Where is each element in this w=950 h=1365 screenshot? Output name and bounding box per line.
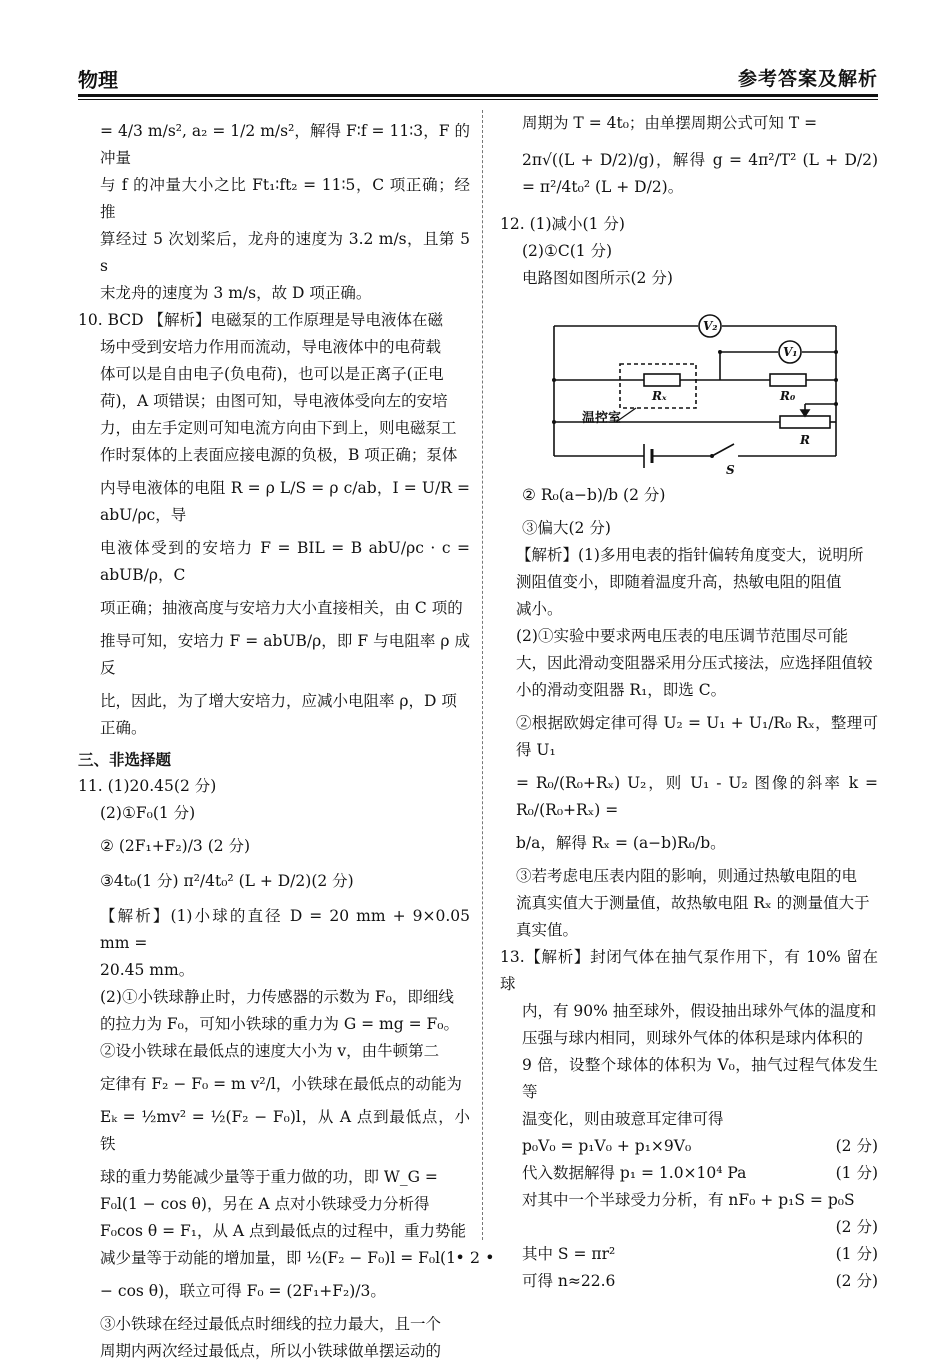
- label-temp-room: 温控室: [582, 411, 622, 426]
- formula-line: ②根据欧姆定律可得 U₂ = U₁ + U₁/R₀ Rₓ，整理可得 U₁: [516, 714, 878, 759]
- q10-answer: 10. BCD 【解析】电磁泵的工作原理是导电液体在磁: [78, 311, 443, 329]
- equation: 其中 S = πr²: [522, 1245, 616, 1263]
- equation-row: [500, 1133, 878, 1160]
- slider-arrow: [801, 410, 809, 416]
- text-line: 20.45 mm。: [100, 961, 195, 979]
- q13-answer: 13.【解析】封闭气体在抽气泵作用下，有 10% 留在球: [500, 948, 878, 993]
- junction-dot: [718, 350, 722, 354]
- text-line: 场中受到安培力作用而流动，导电液体中的电荷载: [100, 338, 442, 356]
- text-line: 测阻值变小，即随着温度升高，热敏电阻的阻值: [516, 573, 842, 591]
- left-column: [78, 118, 470, 1365]
- switch-lever: [712, 444, 734, 456]
- formula-line: 推导可知，安培力 F = abUB/ρ，即 F 与电阻率 ρ 成反: [100, 632, 470, 677]
- formula-line: 定律有 F₂ − F₀ = m v²/l，小铁球在最低点的动能为: [100, 1075, 462, 1093]
- formula-line: Eₖ = ½mv² = ½(F₂ − F₀)l，从 A 点到最低点，小铁: [100, 1108, 470, 1153]
- text-line: 算经过 5 次划桨后，龙舟的速度为 3.2 m/s，且第 5 s: [100, 230, 470, 275]
- junction-dot: [552, 378, 556, 382]
- text-line: F₀l(1 − cos θ)，另在 A 点对小铁球受力分析得: [100, 1195, 430, 1213]
- formula-line: 内导电液体的电阻 R = ρ L/S = ρ c/ab，I = U/R = abU/ρc，导: [100, 479, 470, 524]
- section-heading: 三、非选择题: [78, 750, 172, 769]
- resistor-rx: [644, 374, 680, 386]
- formula-line: − cos θ)，联立可得 F₀ = (2F₁+F₂)/3。: [100, 1282, 386, 1300]
- points-label: (2 分): [835, 1137, 878, 1155]
- text-line: 周期为 T = 4t₀；由单摆周期公式可知 T =: [522, 114, 818, 132]
- q12-answer: 12. (1)减小(1 分): [500, 215, 625, 233]
- text-line: 真实值。: [516, 921, 579, 939]
- header-title: 参考答案及解析: [737, 68, 878, 90]
- resistor-r0: [770, 374, 806, 386]
- junction-dot: [834, 378, 838, 382]
- switch-pivot: [710, 454, 714, 458]
- circuit-diagram: [548, 296, 848, 476]
- formula-line: b/a，解得 Rₓ = (a−b)R₀/b。: [516, 834, 726, 852]
- text-line: 力，由左手定则可知电流方向由下到上，则电磁泵工: [100, 419, 457, 437]
- text-line: (2)①C(1 分): [522, 242, 613, 260]
- label-s: S: [726, 463, 735, 476]
- label-r0: R₀: [780, 389, 796, 403]
- formula-line: ② (2F₁+F₂)/3 (2 分): [100, 837, 251, 855]
- formula-line: = R₀/(R₀+Rₓ) U₂，则 U₁ - U₂ 图像的斜率 k = R₀/(R₀+Rₓ) =: [516, 774, 878, 819]
- text-line: 大，因此滑动变阻器采用分压式接法，应选择阻值较: [516, 654, 873, 672]
- junction-dot: [552, 420, 556, 424]
- points-label: (2 分): [835, 1272, 878, 1290]
- rheostat-r: [780, 416, 830, 428]
- text-line: 与 f 的冲量大小之比 Ft₁∶ft₂ = 11∶5，C 项正确；经推: [100, 176, 470, 221]
- text-line: 压强与球内相同，则球外气体的体积是球内体积的: [522, 1029, 864, 1047]
- header-rule-thin: [78, 99, 878, 100]
- label-v2: V₂: [703, 319, 718, 333]
- junction-dot: [834, 350, 838, 354]
- text-line: 温变化，则由玻意耳定律可得: [522, 1110, 724, 1128]
- text-line: 电路图如图所示(2 分): [522, 269, 673, 287]
- equation-row: [500, 1268, 878, 1295]
- equation: 可得 n≈22.6: [522, 1272, 616, 1290]
- text-line: 小的滑动变阻器 R₁，即选 C。: [516, 681, 727, 699]
- junction-dot: [834, 402, 838, 406]
- text-line: (2)①小铁球静止时，力传感器的示数为 F₀，即细线: [100, 988, 454, 1006]
- formula-line: ③4t₀(1 分) π²/4t₀² (L + D/2)(2 分): [100, 872, 354, 890]
- page-number: • 2 •: [455, 1248, 495, 1267]
- q11-answer: 11. (1)20.45(2 分): [78, 777, 217, 795]
- text-line: 减小。: [516, 600, 563, 618]
- equation: 对其中一个半球受力分析，有 nF₀ + p₁S = p₀S: [522, 1191, 855, 1209]
- text-line: 周期内两次经过最低点，所以小铁球做单摆运动的: [100, 1342, 442, 1360]
- subject-label: 物理: [78, 68, 118, 92]
- formula-line: 电液体受到的安培力 F = BIL = B abU/ρc · c = abUB/ρ，C: [100, 539, 470, 584]
- text-line: = 4/3 m/s², a₂ = 1/2 m/s²，解得 F∶f = 11∶3，F 的冲量: [100, 122, 470, 167]
- formula-line: 2π√((L + D/2)/g)，解得 g = 4π²/T² (L + D/2) = π²/4t₀² (L + D/2)。: [522, 151, 878, 196]
- label-v1: V₁: [783, 345, 798, 359]
- text-line: 减少量等于动能的增加量，即 ½(F₂ − F₀)l = F₀l(1: [100, 1249, 456, 1267]
- text-line: 球的重力势能减少量等于重力做的功，即 W_G =: [100, 1168, 438, 1186]
- points-label: (1 分): [835, 1164, 878, 1182]
- text-line: (2)①F₀(1 分): [100, 804, 196, 822]
- label-r: R: [800, 433, 810, 447]
- formula-line: ② R₀(a−b)/b (2 分): [522, 486, 666, 504]
- points-label: (1 分): [835, 1245, 878, 1263]
- text-line: ③若考虑电压表内阻的影响，则通过热敏电阻的电: [516, 867, 858, 885]
- text-line: 正确。: [100, 719, 147, 737]
- equation: 代入数据解得 p₁ = 1.0×10⁴ Pa: [522, 1164, 747, 1182]
- text-line: 【解析】(1)多用电表的指针偏转角度变大，说明所: [516, 546, 864, 564]
- text-line: 荷)，A 项错误；由图可知，导电液体受向左的安培: [100, 392, 448, 410]
- text-line: 比，因此，为了增大安培力，应减小电阻率 ρ，D 项: [100, 692, 457, 710]
- header-rule-thick: [78, 94, 878, 97]
- text-line: 9 倍，设整个球体的体积为 V₀，抽气过程气体发生等: [522, 1056, 878, 1101]
- right-column: [500, 110, 878, 1295]
- text-line: ③偏大(2 分): [522, 519, 611, 537]
- points-label: (2 分): [835, 1218, 878, 1236]
- page-header: [78, 58, 878, 94]
- text-line: 流真实值大于测量值，故热敏电阻 Rₓ 的测量值大于: [516, 894, 870, 912]
- text-line: 【解析】(1)小球的直径 D = 20 mm + 9×0.05 mm =: [100, 907, 470, 952]
- text-line: ②设小铁球在最低点的速度大小为 v，由牛顿第二: [100, 1042, 440, 1060]
- text-line: 作时泵体的上表面应接电源的负极，B 项正确；泵体: [100, 446, 458, 464]
- text-line: 内，有 90% 抽至球外，假设抽出球外气体的温度和: [522, 1002, 877, 1020]
- text-line: 末龙舟的速度为 3 m/s，故 D 项正确。: [100, 284, 372, 302]
- text-line: 的拉力为 F₀，可知小铁球的重力为 G = mg = F₀。: [100, 1015, 459, 1033]
- column-divider: [482, 110, 483, 1240]
- equation-row: [500, 1160, 878, 1187]
- text-line: (2)①实验中要求两电压表的电压调节范围尽可能: [516, 627, 848, 645]
- text-line: 项正确；抽液高度与安培力大小直接相关，由 C 项的: [100, 599, 463, 617]
- text-line: ③小铁球在经过最低点时细线的拉力最大，且一个: [100, 1315, 442, 1333]
- text-line: F₀cos θ = F₁，从 A 点到最低点的过程中，重力势能: [100, 1222, 467, 1240]
- text-line: 体可以是自由电子(负电荷)，也可以是正离子(正电: [100, 365, 444, 383]
- equation: p₀V₀ = p₁V₀ + p₁×9V₀: [522, 1137, 692, 1155]
- label-rx: Rₓ: [652, 389, 667, 403]
